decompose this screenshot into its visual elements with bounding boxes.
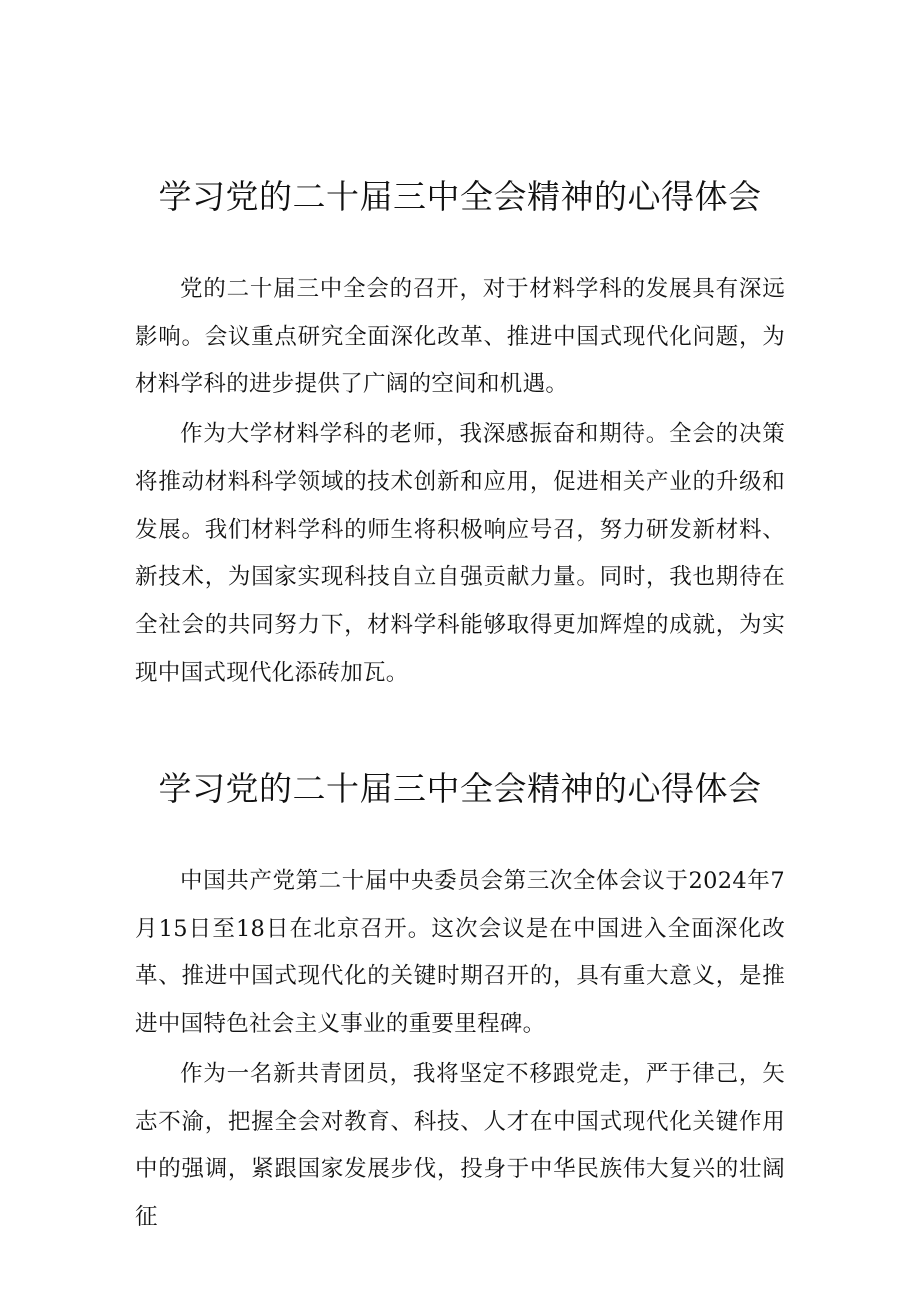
essay-section-1 — [135, 172, 785, 697]
essay-title-1: 学习党的二十届三中全会精神的心得体会 — [158, 177, 762, 216]
essay-title-2: 学习党的二十届三中全会精神的心得体会 — [158, 769, 762, 808]
essay-1-paragraph-1: 党的二十届三中全会的召开，对于材料学科的发展具有深远影响。会议重点研究全面深化改革、推进中国式现代化问题，为材料学科的进步提供了广阔的空间和机遇。 — [135, 276, 785, 398]
essay-1-paragraph-2: 作为大学材料学科的老师，我深感振奋和期待。全会的决策将推动材料科学领域的技术创新和应用，促进相关产业的升级和发展。我们材料学科的师生将积极响应号召，努力研发新材料、新技术，为国家实现科技自立自强贡献力量。同时，我也期待在全社会的共同努力下，材料学科能够取得更加辉煌的成就，为实现中国式现代化添砖加瓦。 — [135, 421, 785, 686]
essay-body-1 — [135, 266, 785, 697]
essay-section-2 — [135, 764, 785, 1242]
essay-2-paragraph-2: 作为一名新共青团员，我将坚定不移跟党走，严于律己，矢志不渝，把握全会对教育、科技、人才在中国式现代化关键作用中的强调，紧跟国家发展步伐，投身于中华民族伟大复兴的壮阔征 — [135, 1060, 785, 1230]
essay-body-2 — [135, 858, 785, 1242]
essay-2-paragraph-1: 中国共产党第二十届中央委员会第三次全体会议于2024年7月15日至18日在北京召开。这次会议是在中国进入全面深化改革、推进中国式现代化的关键时期召开的，具有重大意义，是推进中国特色社会主义事业的重要里程碑。 — [135, 868, 785, 1038]
